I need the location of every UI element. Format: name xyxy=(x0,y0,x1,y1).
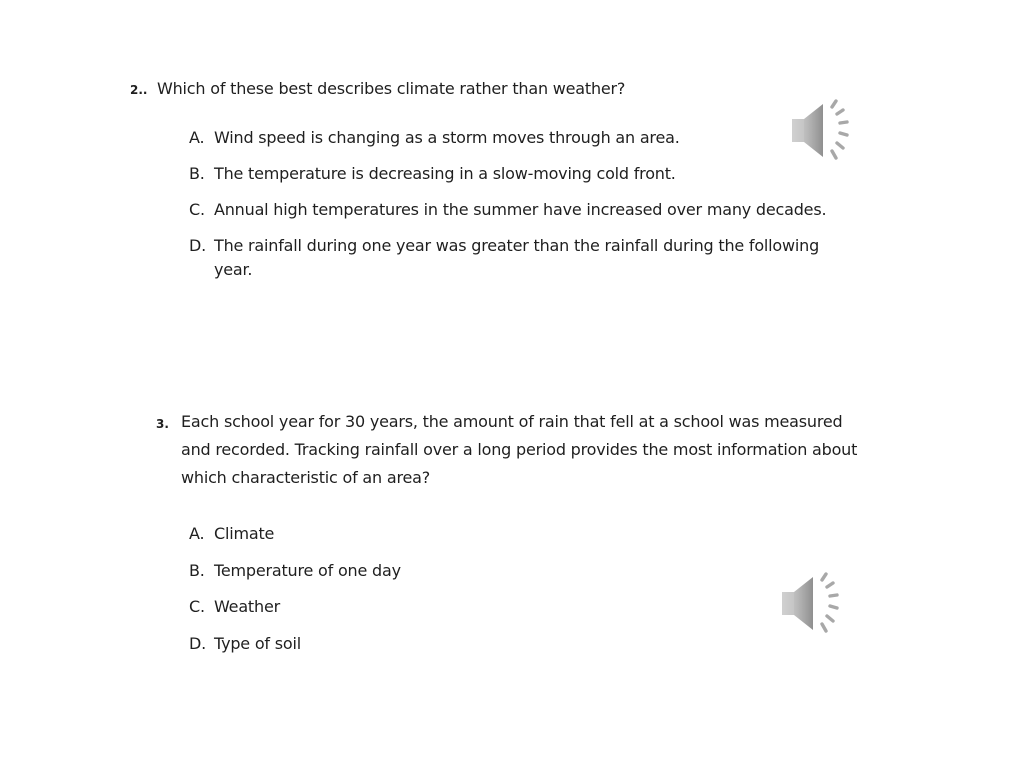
option-text: The rainfall during one year was greater than the rainfall during the following year. xyxy=(214,236,820,279)
answer-option-b[interactable] xyxy=(189,559,589,583)
question-number: 2.. xyxy=(130,83,148,97)
speaker-icon[interactable] xyxy=(789,97,859,163)
option-letter: D. xyxy=(189,633,207,653)
option-letter: A. xyxy=(189,128,205,147)
option-text: Temperature of one day xyxy=(214,560,401,580)
answer-option-c[interactable] xyxy=(189,595,589,619)
question-text: Which of these best describes climate rather than weather? xyxy=(157,79,626,98)
answer-option-a[interactable] xyxy=(189,126,859,150)
answer-option-c[interactable] xyxy=(189,198,859,222)
question-text: Each school year for 30 years, the amount of rain that fell at a school was measured and recorded. Tracking rainfall over a long period provides the most information about which characteristic of an area? xyxy=(181,412,858,487)
option-text: Type of soil xyxy=(214,633,301,653)
option-text: Annual high temperatures in the summer have increased over many decades. xyxy=(214,200,827,219)
answer-option-d[interactable] xyxy=(189,234,859,282)
question-number: 3. xyxy=(156,417,169,431)
option-letter: B. xyxy=(189,560,205,580)
speaker-icon[interactable] xyxy=(779,570,849,636)
answer-options xyxy=(189,126,859,294)
option-letter: B. xyxy=(189,164,205,183)
option-letter: C. xyxy=(189,597,205,616)
answer-options xyxy=(189,522,589,668)
answer-option-a[interactable] xyxy=(189,522,589,546)
option-text: The temperature is decreasing in a slow-moving cold front. xyxy=(214,164,676,183)
option-letter: C. xyxy=(189,200,205,219)
option-letter: D. xyxy=(189,236,207,255)
option-text: Climate xyxy=(214,524,275,543)
answer-option-d[interactable] xyxy=(189,632,589,656)
answer-option-b[interactable] xyxy=(189,162,859,186)
option-text: Weather xyxy=(214,597,280,616)
option-letter: A. xyxy=(189,524,205,543)
option-text: Wind speed is changing as a storm moves through an area. xyxy=(214,128,680,147)
